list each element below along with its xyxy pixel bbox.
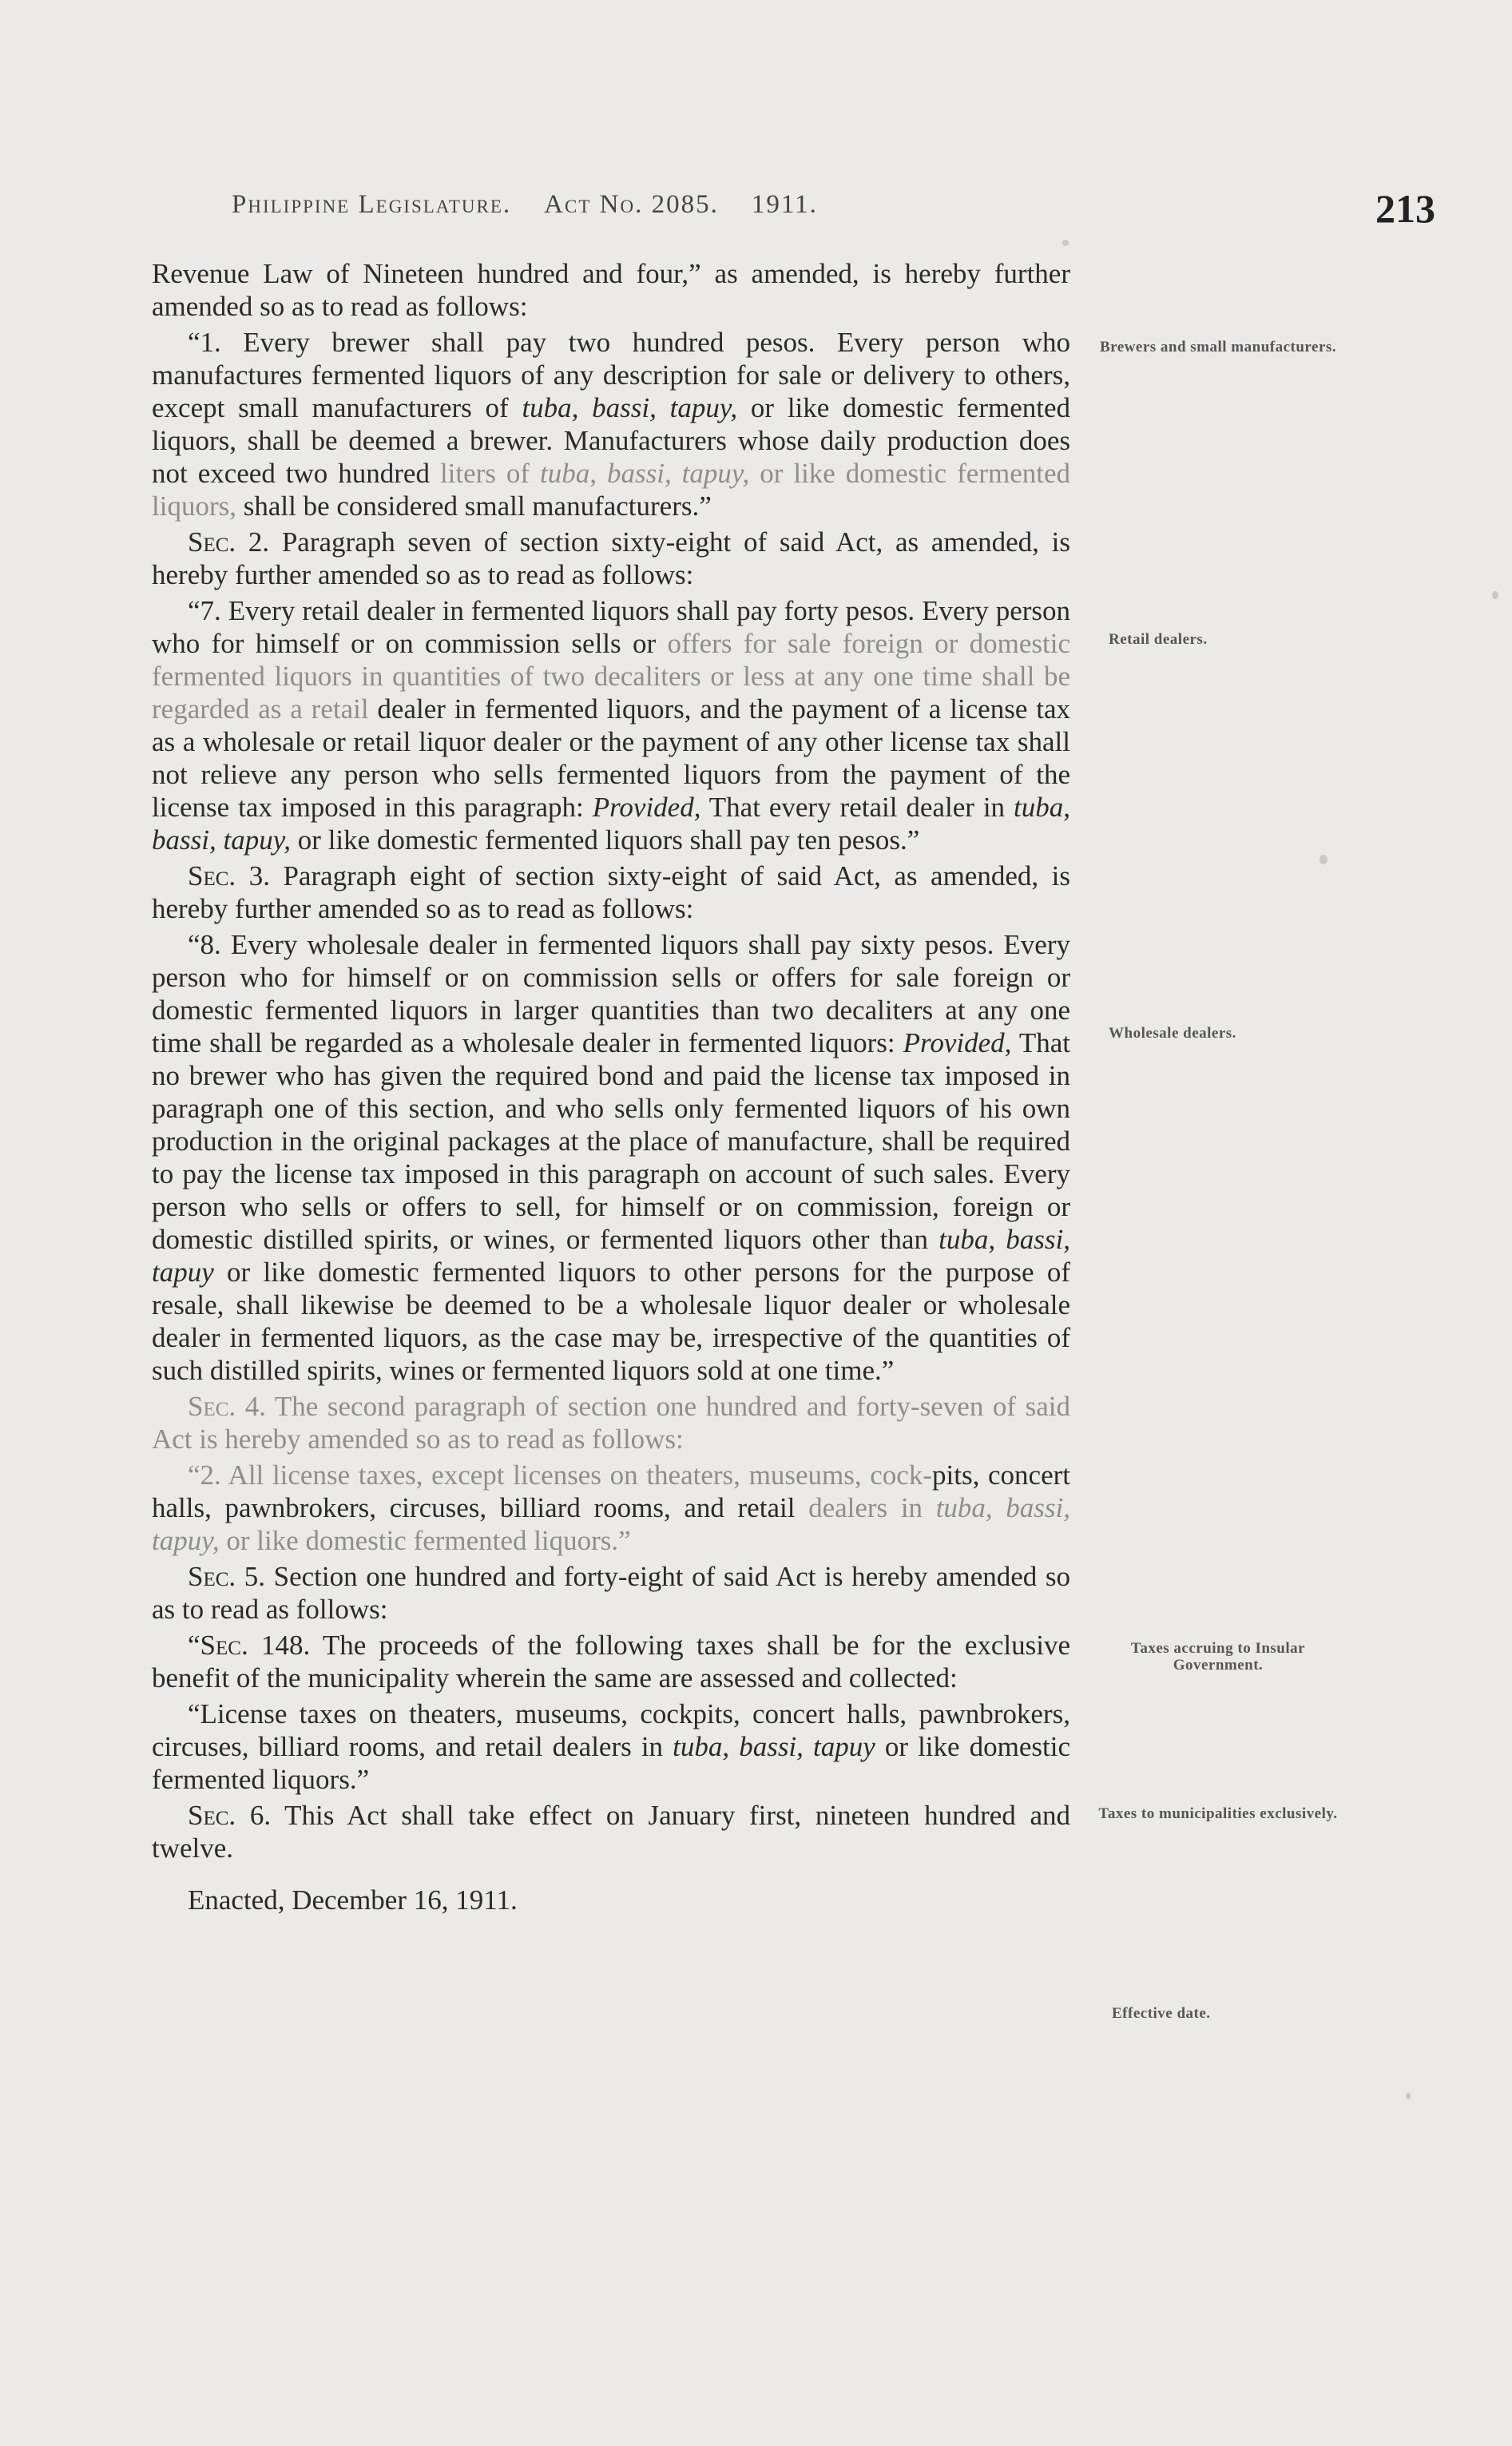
paragraph: Sec. 3. Paragraph eight of section sixty-eight of said Act, as amended, is hereby further amended so as to read as follows: <box>152 860 1070 924</box>
paragraph: Sec. 6. This Act shall take effect on January first, nineteen hundred and twelve. <box>152 1800 1070 1864</box>
paragraph: “Sec. 148. The proceeds of the following taxes shall be for the exclusive benefit of the municipality wherein the same are assessed and collected: <box>152 1630 1070 1694</box>
paragraph: Enacted, December 16, 1911. <box>188 1884 518 1916</box>
paragraph: Revenue Law of Nineteen hundred and four,” as amended, is hereby further amended so as to read as follows: <box>152 258 1070 322</box>
margin-note-effective: Effective date. <box>1112 2005 1211 2022</box>
body-text <box>152 257 1070 1920</box>
margin-note-brewers: Brewers and small manufacturers. <box>1099 339 1337 355</box>
paper-speck <box>1320 855 1327 864</box>
paragraph: “8. Every wholesale dealer in fermented liquors shall pay sixty pesos. Every person who for himself or on commission sells or offers for sale foreign or domestic fermented liquors in larger quantities than two decaliters at any one time shall be regarded as a wholesale dealer in fermented liquors: Provided, That no brewer who has given the required bond and paid the license tax imposed in paragraph one of this section, and who sells only fermented liquors of his own production in the original packages at the place of manufacture, shall be required to pay the license tax imposed in this paragraph on account of such sales. Every person who sells or offers to sell, for himself or on commission, foreign or domestic distilled spirits, or wines, or fermented liquors other than tuba, bassi, tapuy or like domestic fermented liquors to other persons for the purpose of resale, shall likewise be deemed to be a wholesale liquor dealer or wholesale dealer in fermented liquors, as the case may be, irrespective of the quantities of such distilled spirits, wines or fermented liquors sold at one time.” <box>152 929 1070 1386</box>
margin-note-municipal: Taxes to municipalities exclusively. <box>1098 1805 1338 1822</box>
paragraph: “1. Every brewer shall pay two hundred pesos. Every person who manufactures fermented liquors of any description for sale or delivery to others, except small manufacturers of tuba, bassi, tapuy, or like domestic fermented liquors, shall be deemed a brewer. Manufacturers whose daily production does not exceed two hundred liters of tuba, bassi, tapuy, or like domestic fermented liquors, shall be considered small manufacturers.” <box>152 327 1070 522</box>
paragraph: Sec. 4. The second paragraph of section one hundred and forty-seven of said Act is hereby amended so as to read as follows: <box>152 1391 1070 1455</box>
header-title: Philippine Legislature. <box>232 190 512 219</box>
paragraph: “License taxes on theaters, museums, cockpits, concert halls, pawnbrokers, circuses, billiard rooms, and retail dealers in tuba, bassi, tapuy or like domestic fermented liquors.” <box>152 1698 1070 1795</box>
paper-speck <box>1406 2093 1411 2099</box>
paper-speck <box>1492 591 1498 599</box>
header-act: Act No. 2085. <box>544 190 719 219</box>
running-header <box>232 190 1070 220</box>
paragraph: Sec. 2. Paragraph seven of section sixty-eight of said Act, as amended, is hereby further amended so as to read as follows: <box>152 526 1070 590</box>
margin-note-wholesale: Wholesale dealers. <box>1109 1025 1236 1042</box>
paragraph: “7. Every retail dealer in fermented liquors shall pay forty pesos. Every person who for himself or on commission sells or offers for sale foreign or domestic fermented liquors in quantities of two decaliters or less at any one time shall be regarded as a retail dealer in fermented liquors, and the payment of a license tax as a wholesale or retail liquor dealer or the payment of any other license tax shall not relieve any person who sells fermented liquors from the payment of the license tax imposed in this paragraph: Provided, That every retail dealer in tuba, bassi, tapuy, or like domestic fermented liquors shall pay ten pesos.” <box>152 595 1070 856</box>
paper-speck <box>1062 240 1069 246</box>
header-year: 1911. <box>751 190 818 219</box>
paragraph: Sec. 5. Section one hundred and forty-eight of said Act is hereby amended so as to read as follows: <box>152 1561 1070 1625</box>
margin-note-insular: Taxes accruing to Insular Government. <box>1130 1640 1306 1674</box>
paragraph: “2. All license taxes, except licenses on theaters, museums, cock-pits, concert halls, pawnbrokers, circuses, billiard rooms, and retail dealers in tuba, bassi, tapuy, or like domestic fermented liquors.” <box>152 1459 1071 1556</box>
page-number: 213 <box>1375 186 1435 231</box>
margin-note-retail: Retail dealers. <box>1109 631 1208 648</box>
